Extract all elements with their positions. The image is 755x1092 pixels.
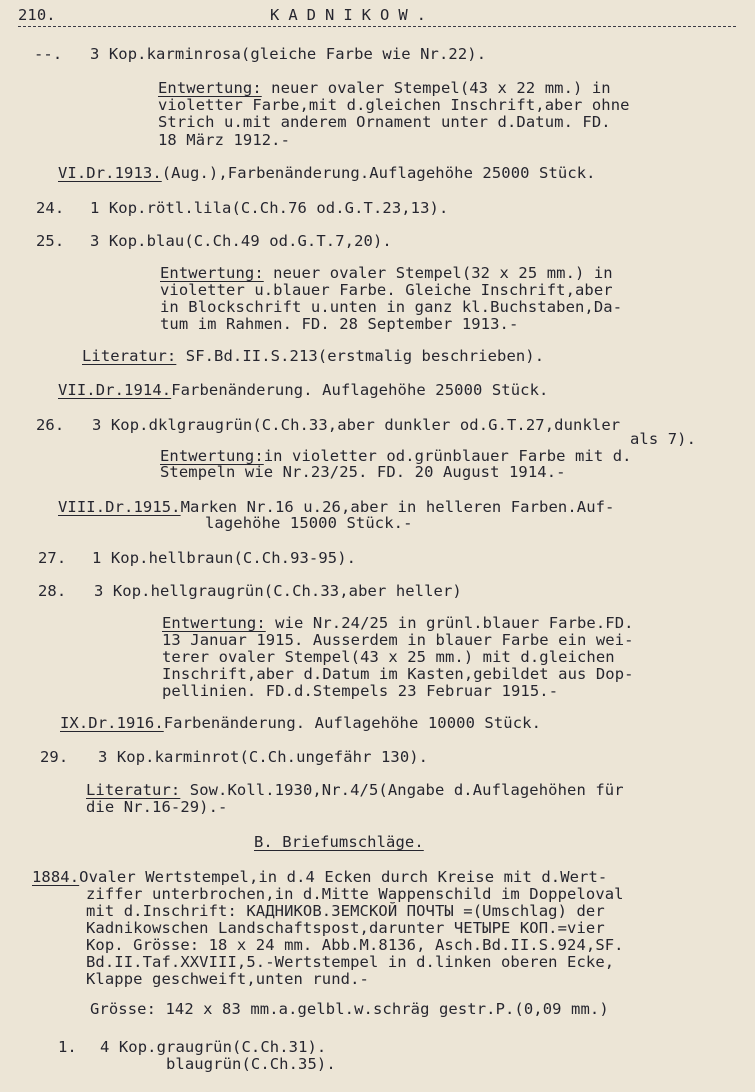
entwertung-text: Stempeln wie Nr.23/25. FD. 20 August 1914.- xyxy=(160,463,566,481)
entwertung-text: 18 März 1912.- xyxy=(158,131,291,149)
entwertung-label: Entwertung: xyxy=(162,614,266,632)
entry-text: 3 Kop.karminrosa(gleiche Farbe wie Nr.22). xyxy=(90,45,487,63)
entry-number: 24. xyxy=(36,199,65,217)
entry-text: 3 Kop.karminrot(C.Ch.ungefähr 130). xyxy=(98,748,429,766)
entwertung-text: violetter u.blauer Farbe. Gleiche Inschrift,aber xyxy=(160,281,613,299)
literature-label: Literatur: xyxy=(86,781,181,799)
entwertung-line: Entwertung: wie Nr.24/25 in grünl.blauer Farbe.FD. xyxy=(162,614,634,632)
entry-number: 25. xyxy=(36,232,65,250)
envelope-text: mit d.Inschrift: КАДНИКОВ.ЗЕМСКОЙ ПОЧТЫ =(Umschlag) der xyxy=(86,902,605,920)
printing-heading: IX.Dr.1916.Farbenänderung. Auflagehöhe 10000 Stück. xyxy=(60,714,542,732)
entwertung-text: pellinien. FD.d.Stempels 23 Februar 1915.- xyxy=(162,682,559,700)
entry-text: 3 Kop.blau(C.Ch.49 od.G.T.7,20). xyxy=(90,232,392,250)
entwertung-line: Entwertung:in violetter od.grünblauer Farbe mit d. xyxy=(160,447,632,465)
year-label: 1884. xyxy=(32,868,80,886)
printing-heading: VIII.Dr.1915.Marken Nr.16 u.26,aber in helleren Farben.Auf- xyxy=(58,498,615,516)
printing-heading-cont: lagehöhe 15000 Stück.- xyxy=(205,514,413,532)
entwertung-line: Entwertung: neuer ovaler Stempel(32 x 25 mm.) in xyxy=(160,264,613,282)
entry-number: 26. xyxy=(36,416,65,434)
literature-label: Literatur: xyxy=(82,347,177,365)
entwertung-line: Entwertung: neuer ovaler Stempel(43 x 22 mm.) in xyxy=(158,79,611,97)
section-heading: B. Briefumschläge. xyxy=(254,833,424,851)
entry-text: 4 Kop.graugrün(C.Ch.31). xyxy=(100,1038,327,1056)
entry-text-cont: als 7). xyxy=(630,430,697,448)
literature-line: Literatur: Sow.Koll.1930,Nr.4/5(Angabe d.Auflagehöhen für xyxy=(86,781,624,799)
entwertung-text: tum im Rahmen. FD. 28 September 1913.- xyxy=(160,315,519,333)
printing-heading: VI.Dr.1913.(Aug.),Farbenänderung.Auflagehöhe 25000 Stück. xyxy=(58,164,596,182)
entwertung-text: violetter Farbe,mit d.gleichen Inschrift,aber ohne xyxy=(158,96,630,114)
entry-text: 1 Kop.rötl.lila(C.Ch.76 od.G.T.23,13). xyxy=(90,199,449,217)
entwertung-label: Entwertung: xyxy=(160,264,264,282)
literature-text-cont: die Nr.16-29).- xyxy=(86,798,228,816)
envelope-text: Bd.II.Taf.XXVIII,5.-Wertstempel in d.linken oberen Ecke, xyxy=(86,953,615,971)
envelope-text: Klappe geschweift,unten rund.- xyxy=(86,970,369,988)
entwertung-label: Entwertung: xyxy=(160,447,264,465)
entry-number: 27. xyxy=(38,549,67,567)
entry-text: 1 Kop.hellbraun(C.Ch.93-95). xyxy=(92,549,357,567)
page-number: 210. xyxy=(18,6,56,24)
entry-number: 1. xyxy=(58,1038,77,1056)
literature-line: Literatur: SF.Bd.II.S.213(erstmalig beschrieben). xyxy=(82,347,545,365)
size-line: Grösse: 142 x 83 mm.a.gelbl.w.schräg gestr.P.(0,09 mm.) xyxy=(90,1000,609,1018)
page-title: KADNIKOW. xyxy=(270,6,435,24)
header-rule xyxy=(18,26,736,27)
envelope-text: Kadnikowschen Landschaftspost,darunter ЧЕТЫРЕ КОП.=vier xyxy=(86,919,605,937)
entry-text: 3 Kop.hellgraugrün(C.Ch.33,aber heller) xyxy=(94,582,462,600)
printing-heading: VII.Dr.1914.Farbenänderung. Auflagehöhe 25000 Stück. xyxy=(58,381,549,399)
entwertung-text: Inschrift,aber d.Datum im Kasten,gebildet aus Dop- xyxy=(162,665,634,683)
entry-text: 3 Kop.dklgraugrün(C.Ch.33,aber dunkler od.G.T.27,dunkler xyxy=(92,416,621,434)
envelope-entry-line: 1884.Ovaler Wertstempel,in d.4 Ecken durch Kreise mit d.Wert- xyxy=(32,868,608,886)
entwertung-text: Strich u.mit anderem Ornament unter d.Datum. FD. xyxy=(158,113,611,131)
entry-number: 29. xyxy=(40,748,69,766)
entwertung-text: 13 Januar 1915. Ausserdem in blauer Farbe ein wei- xyxy=(162,631,634,649)
entwertung-label: Entwertung: xyxy=(158,79,262,97)
entry-number: 28. xyxy=(38,582,67,600)
entwertung-text: terer ovaler Stempel(43 x 25 mm.) mit d.gleichen xyxy=(162,648,615,666)
entwertung-text: in Blockschrift u.unten in ganz kl.Buchstaben,Da- xyxy=(160,298,623,316)
envelope-text: Kop. Grösse: 18 x 24 mm. Abb.M.8136, Asch.Bd.II.S.924,SF. xyxy=(86,936,624,954)
entry-number: --. xyxy=(34,45,63,63)
envelope-text: ziffer unterbrochen,in d.Mitte Wappenschild im Doppeloval xyxy=(86,885,624,903)
entry-text-cont: blaugrün(C.Ch.35). xyxy=(166,1055,336,1073)
